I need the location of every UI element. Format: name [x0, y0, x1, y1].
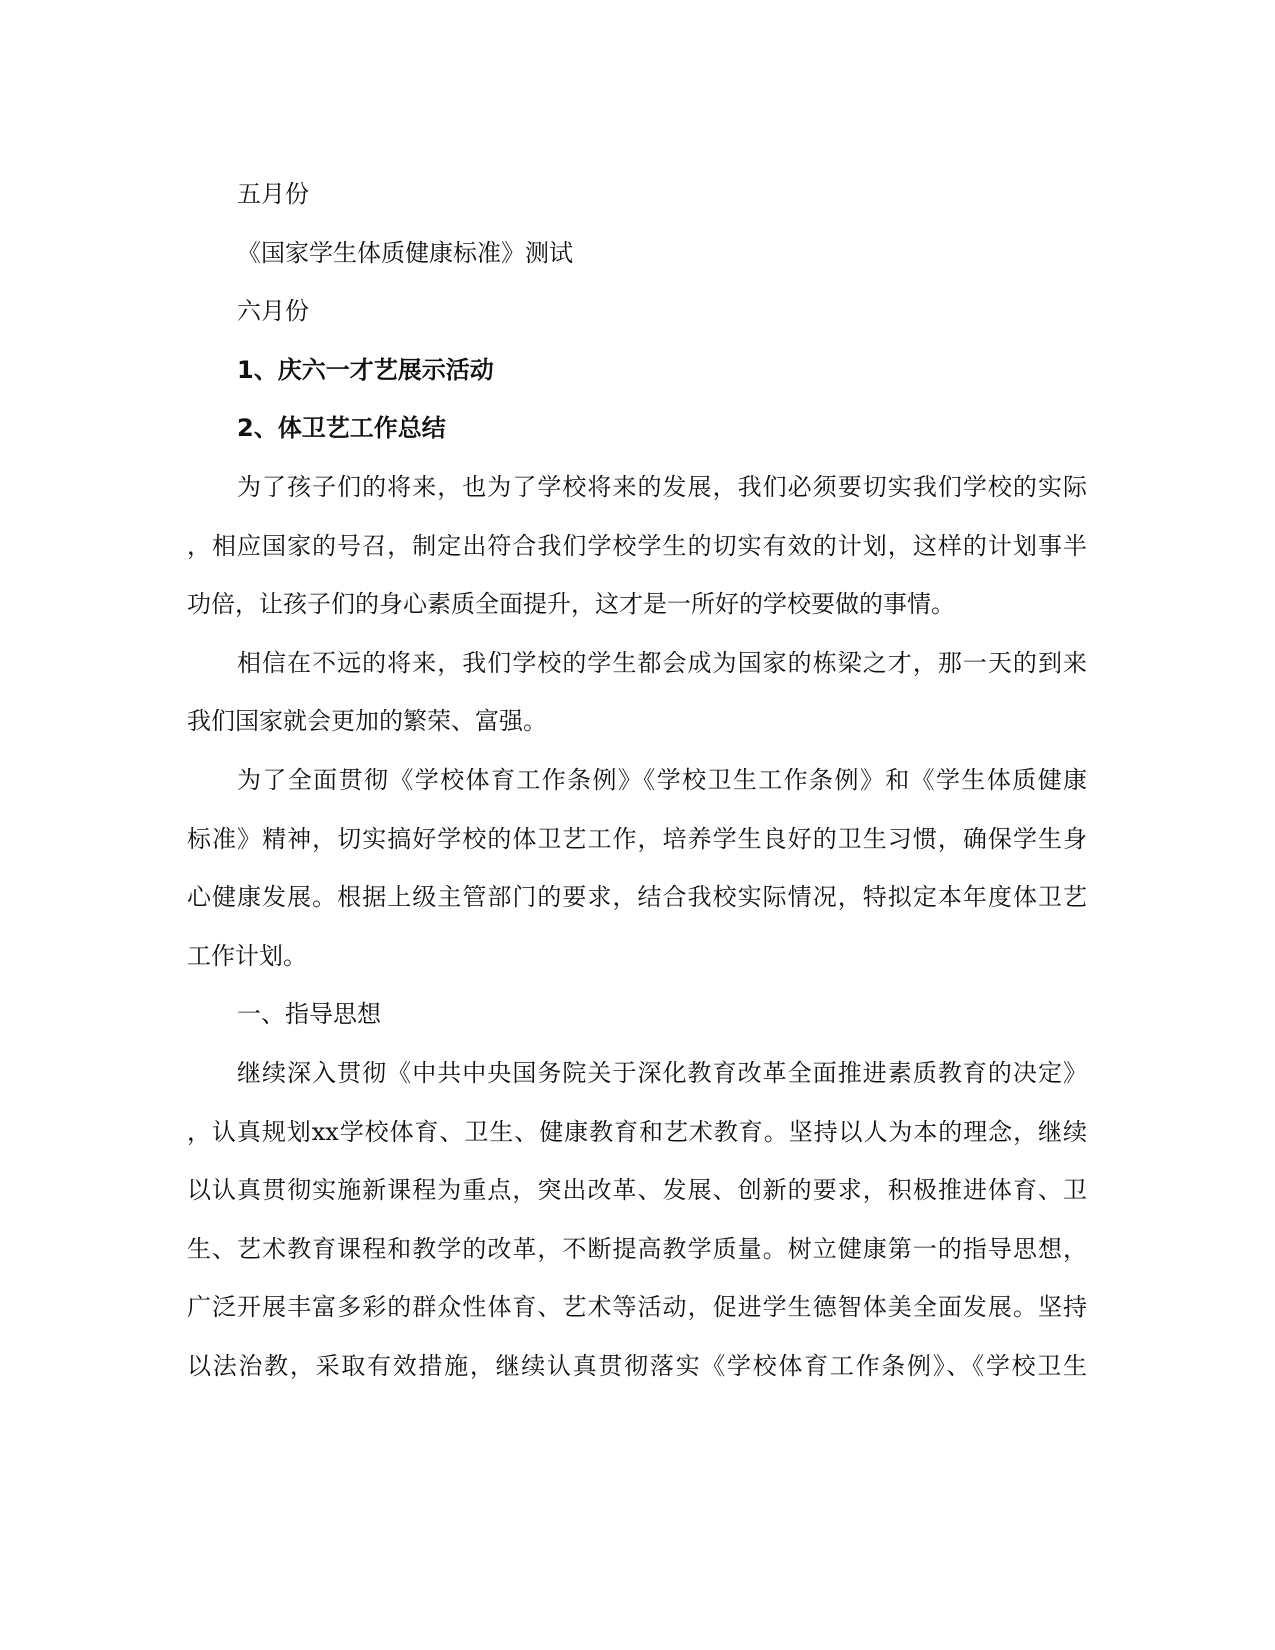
paragraph-line: 以认真贯彻实施新课程为重点，突出改革、发展、创新的要求，积极推进体育、卫 — [187, 1176, 1087, 1205]
month-heading-may: 五月份 — [237, 180, 309, 208]
paragraph-line: 心健康发展。根据上级主管部门的要求，结合我校实际情况，特拟定本年度体卫艺 — [187, 883, 1087, 912]
paragraph-line: 为了全面贯彻《学校体育工作条例》《学校卫生工作条例》和《学生体质健康 — [237, 765, 1087, 794]
document-body — [187, 165, 1087, 1395]
paragraph-line: ，相应国家的号召，制定出符合我们学校学生的切实有效的计划，这样的计划事半 — [187, 531, 1087, 560]
paragraph-line: 我们国家就会更加的繁荣、富强。 — [187, 707, 547, 736]
june-activity-1: 1、庆六一才艺展示活动 — [237, 355, 494, 384]
paragraph-line: 工作计划。 — [187, 941, 307, 970]
may-activity: 《国家学生体质健康标准》测试 — [237, 238, 573, 267]
paragraph-line: 继续深入贯彻《中共中央国务院关于深化教育改革全面推进素质教育的决定》 — [237, 1058, 1087, 1087]
section-heading-guiding-ideology: 一、指导思想 — [237, 1000, 381, 1029]
paragraph-line: 以法治教，采取有效措施，继续认真贯彻落实《学校体育工作条例》、《学校卫生 — [187, 1351, 1087, 1380]
paragraph-line: 相信在不远的将来，我们学校的学生都会成为国家的栋梁之才，那一天的到来 — [237, 648, 1087, 677]
june-activity-2: 2、体卫艺工作总结 — [237, 414, 446, 443]
paragraph-line: 标准》精神，切实搞好学校的体卫艺工作，培养学生良好的卫生习惯，确保学生身 — [187, 824, 1087, 853]
paragraph-line: 为了孩子们的将来，也为了学校将来的发展，我们必须要切实我们学校的实际 — [237, 472, 1087, 501]
paragraph-line: 广泛开展丰富多彩的群众性体育、艺术等活动，促进学生德智体美全面发展。坚持 — [187, 1293, 1087, 1322]
paragraph-line: 功倍，让孩子们的身心素质全面提升，这才是一所好的学校要做的事情。 — [187, 590, 955, 619]
paragraph-line: ，认真规划xx学校体育、卫生、健康教育和艺术教育。坚持以人为本的理念，继续 — [187, 1117, 1087, 1146]
month-heading-june: 六月份 — [237, 297, 309, 326]
paragraph-line: 生、艺术教育课程和教学的改革，不断提高教学质量。树立健康第一的指导思想， — [187, 1234, 1087, 1263]
